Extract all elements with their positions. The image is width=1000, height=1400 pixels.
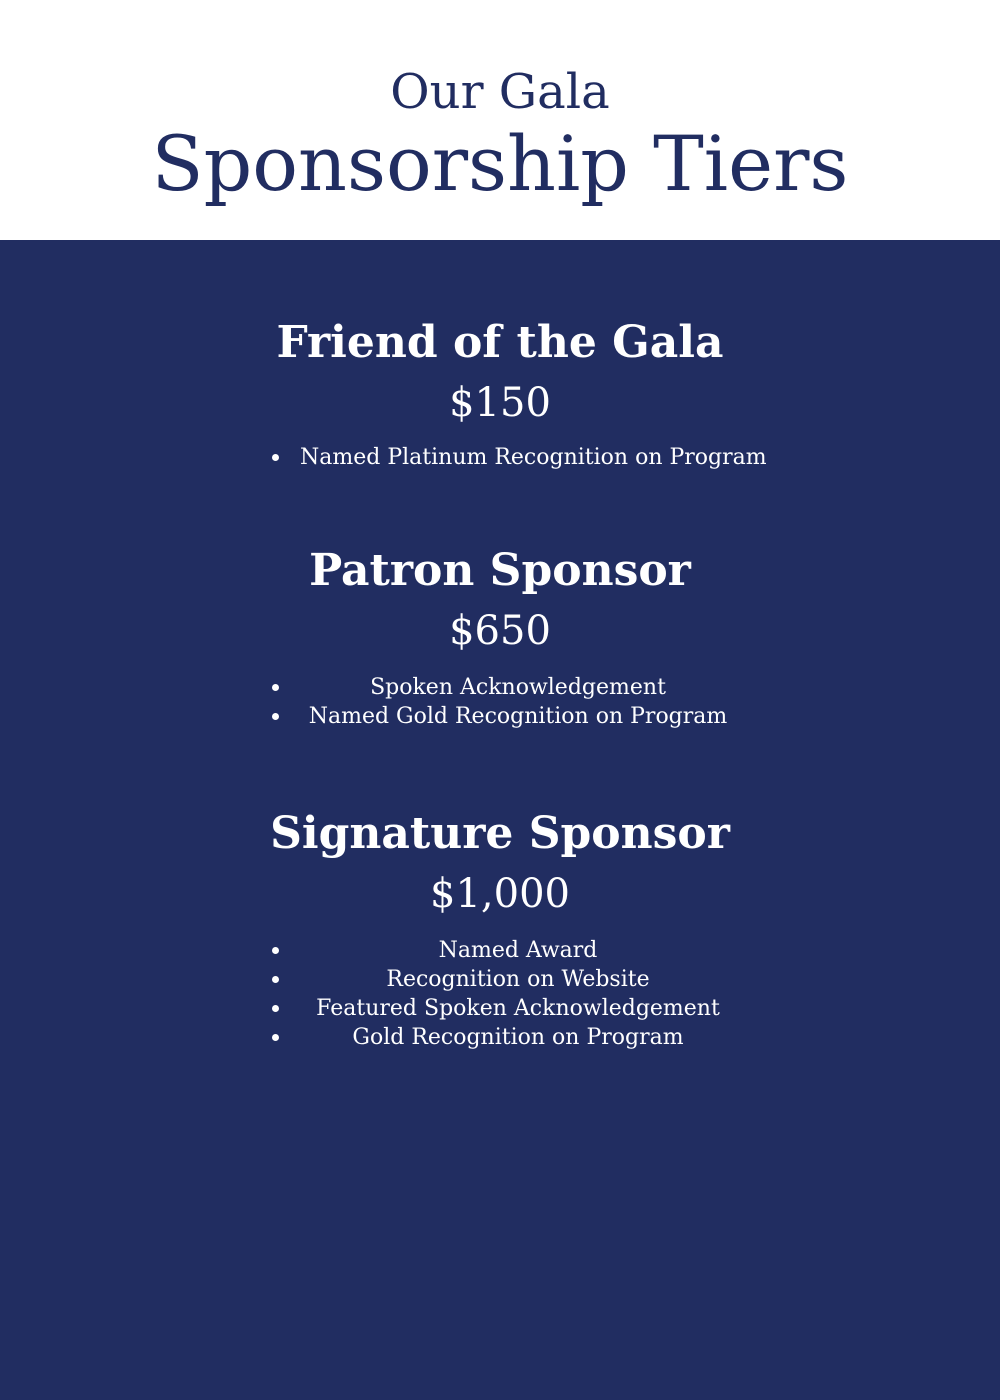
list-item xyxy=(0,994,1000,1023)
benefit-text: Featured Spoken Acknowledgement xyxy=(316,996,720,1021)
tier-name: Friend of the Gala xyxy=(276,317,724,368)
tier-name: Signature Sponsor xyxy=(270,808,730,859)
list-item xyxy=(0,965,1000,994)
tier-patron xyxy=(0,541,1000,731)
tier-price: $1,000 xyxy=(430,871,570,917)
header xyxy=(0,0,1000,240)
bullet-icon xyxy=(272,1034,279,1041)
benefit-text: Named Award xyxy=(438,938,598,963)
benefit-text: Recognition on Website xyxy=(386,967,650,992)
list-item xyxy=(0,1023,1000,1052)
bullet-icon xyxy=(272,454,279,461)
benefit-text: Named Platinum Recognition on Program xyxy=(300,445,767,470)
benefit-text: Gold Recognition on Program xyxy=(352,1025,684,1050)
tier-price: $650 xyxy=(449,608,551,654)
list-item xyxy=(0,673,1000,702)
list-item xyxy=(0,702,1000,731)
list-item xyxy=(0,443,1000,472)
bullet-icon xyxy=(272,976,279,983)
benefit-text: Spoken Acknowledgement xyxy=(370,675,666,700)
benefit-list xyxy=(0,673,1000,731)
bullet-icon xyxy=(272,947,279,954)
benefit-list xyxy=(0,936,1000,1052)
benefit-list xyxy=(0,443,1000,472)
tier-name: Patron Sponsor xyxy=(309,545,691,596)
page-title: Sponsorship Tiers xyxy=(151,119,849,208)
bullet-icon xyxy=(272,713,279,720)
list-item xyxy=(0,936,1000,965)
tier-signature xyxy=(0,804,1000,1052)
tier-price: $150 xyxy=(449,380,551,426)
header-subtitle: Our Gala xyxy=(390,64,610,120)
tier-friend xyxy=(0,313,1000,472)
bullet-icon xyxy=(272,684,279,691)
bullet-icon xyxy=(272,1005,279,1012)
benefit-text: Named Gold Recognition on Program xyxy=(308,704,728,729)
